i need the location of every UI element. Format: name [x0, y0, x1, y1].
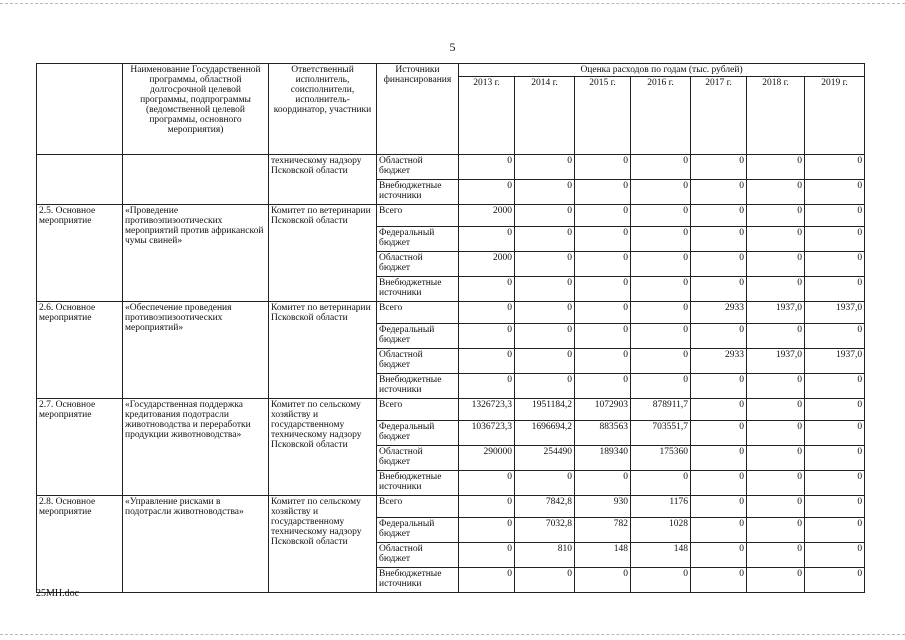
header-year: 2019 г.: [805, 77, 865, 155]
expense-value: 0: [747, 518, 805, 543]
expense-value: 0: [747, 205, 805, 227]
funding-source: Внебюджетные источники: [377, 277, 459, 302]
expense-value: 0: [459, 568, 515, 593]
table-row: [37, 155, 865, 180]
funding-source: Областной бюджет: [377, 252, 459, 277]
expense-value: 0: [575, 205, 631, 227]
expense-value: 0: [631, 302, 691, 324]
expense-value: 148: [575, 543, 631, 568]
expense-value: 0: [515, 205, 575, 227]
funding-source: Всего: [377, 302, 459, 324]
expense-value: 0: [515, 324, 575, 349]
expense-value: 0: [805, 205, 865, 227]
expense-value: 0: [747, 374, 805, 399]
expense-value: 0: [691, 252, 747, 277]
expense-value: 0: [805, 374, 865, 399]
expense-value: 1036723,3: [459, 421, 515, 446]
expense-value: 0: [747, 227, 805, 252]
expense-value: 0: [575, 374, 631, 399]
expense-value: 0: [459, 302, 515, 324]
expense-value: 0: [691, 205, 747, 227]
expense-value: 0: [747, 421, 805, 446]
expense-value: 7842,8: [515, 496, 575, 518]
expense-value: 0: [575, 227, 631, 252]
expense-value: 0: [515, 180, 575, 205]
expense-value: 0: [747, 568, 805, 593]
expense-value: 0: [459, 227, 515, 252]
expense-value: 0: [575, 252, 631, 277]
activity-name: «Проведение противоэпизоотических мероприятий против африканской чумы свиней»: [123, 205, 269, 302]
expense-value: 189340: [575, 446, 631, 471]
expense-value: 0: [747, 277, 805, 302]
responsible-executor: Комитет по сельскому хозяйству и государственному техническому надзору Псковской области: [269, 399, 377, 496]
expense-value: 0: [459, 324, 515, 349]
expense-value: 0: [805, 227, 865, 252]
expense-value: 0: [747, 471, 805, 496]
header-year: 2017 г.: [691, 77, 747, 155]
expense-value: 0: [805, 471, 865, 496]
expense-value: 2000: [459, 252, 515, 277]
expense-value: 0: [691, 518, 747, 543]
table-row: [37, 205, 865, 227]
scan-edge-top: [0, 3, 905, 4]
expense-value: 0: [515, 349, 575, 374]
expense-value: 0: [515, 374, 575, 399]
expense-value: 254490: [515, 446, 575, 471]
expense-value: 0: [459, 374, 515, 399]
table-row: [37, 302, 865, 324]
expense-value: 0: [631, 155, 691, 180]
expense-value: 0: [459, 180, 515, 205]
expense-value: 0: [459, 496, 515, 518]
expense-value: 290000: [459, 446, 515, 471]
expense-value: 0: [575, 324, 631, 349]
funding-source: Всего: [377, 496, 459, 518]
expense-value: 1696694,2: [515, 421, 575, 446]
expense-value: 782: [575, 518, 631, 543]
header-year: 2014 г.: [515, 77, 575, 155]
expense-value: 703551,7: [631, 421, 691, 446]
responsible-executor: Комитет по ветеринарии Псковской области: [269, 302, 377, 399]
expense-value: 1326723,3: [459, 399, 515, 421]
funding-source: Всего: [377, 399, 459, 421]
expense-value: 0: [805, 543, 865, 568]
footer-filename: 25MH.doc: [36, 588, 80, 599]
expense-value: 1937,0: [747, 349, 805, 374]
table-row: [37, 496, 865, 518]
expense-value: 0: [691, 155, 747, 180]
header-responsible: Ответственный исполнитель, соисполнители, исполнитель-координатор, участники: [269, 64, 377, 155]
expense-value: 7032,8: [515, 518, 575, 543]
expense-value: 0: [747, 446, 805, 471]
expense-value: 0: [631, 227, 691, 252]
expense-value: 0: [459, 471, 515, 496]
responsible-executor: техническому надзору Псковской области: [269, 155, 377, 205]
expense-value: 1951184,2: [515, 399, 575, 421]
expense-value: 0: [691, 277, 747, 302]
expenditure-table: [36, 63, 865, 593]
expense-value: 0: [459, 155, 515, 180]
activity-code: [37, 155, 123, 205]
expense-value: 1937,0: [805, 302, 865, 324]
activity-name: «Обеспечение проведения противоэпизоотических мероприятий»: [123, 302, 269, 399]
header-year: 2013 г.: [459, 77, 515, 155]
expense-value: 0: [515, 252, 575, 277]
funding-source: Областной бюджет: [377, 349, 459, 374]
expense-value: 810: [515, 543, 575, 568]
expense-value: 0: [515, 471, 575, 496]
expense-value: 0: [805, 518, 865, 543]
activity-code: 2.6. Основное мероприятие: [37, 302, 123, 399]
expense-value: 0: [691, 180, 747, 205]
funding-source: Внебюджетные источники: [377, 180, 459, 205]
header-row-1: [37, 64, 865, 77]
expense-value: 930: [575, 496, 631, 518]
funding-source: Областной бюджет: [377, 155, 459, 180]
expense-value: 0: [459, 518, 515, 543]
header-sources: Источники финансирования: [377, 64, 459, 155]
header-year: 2015 г.: [575, 77, 631, 155]
funding-source: Федеральный бюджет: [377, 518, 459, 543]
expense-value: 0: [691, 227, 747, 252]
expense-value: 0: [631, 180, 691, 205]
responsible-executor: Комитет по сельскому хозяйству и государственному техническому надзору Псковской области: [269, 496, 377, 593]
funding-source: Внебюджетные источники: [377, 374, 459, 399]
expense-value: 0: [515, 568, 575, 593]
expense-value: 0: [575, 277, 631, 302]
activity-code: 2.8. Основное мероприятие: [37, 496, 123, 593]
expense-value: 0: [805, 446, 865, 471]
expense-value: 0: [691, 543, 747, 568]
expense-value: 0: [575, 155, 631, 180]
expense-value: 0: [575, 302, 631, 324]
expense-value: 0: [747, 180, 805, 205]
expense-value: 0: [575, 471, 631, 496]
expense-value: 1028: [631, 518, 691, 543]
expense-value: 0: [459, 277, 515, 302]
expense-value: 175360: [631, 446, 691, 471]
expense-value: 0: [747, 155, 805, 180]
header-year: 2018 г.: [747, 77, 805, 155]
expense-value: 0: [805, 496, 865, 518]
expense-value: 0: [459, 543, 515, 568]
expense-value: 148: [631, 543, 691, 568]
expense-value: 883563: [575, 421, 631, 446]
responsible-executor: Комитет по ветеринарии Псковской области: [269, 205, 377, 302]
expense-value: 0: [575, 568, 631, 593]
expense-value: 0: [691, 421, 747, 446]
activity-name: «Управление рисками в подотрасли животноводства»: [123, 496, 269, 593]
page-number: 5: [449, 40, 456, 54]
expense-value: 1937,0: [747, 302, 805, 324]
expense-value: 0: [691, 374, 747, 399]
expense-value: 0: [747, 252, 805, 277]
funding-source: Всего: [377, 205, 459, 227]
funding-source: Федеральный бюджет: [377, 324, 459, 349]
expense-value: 0: [805, 252, 865, 277]
expense-value: 0: [631, 277, 691, 302]
expense-value: 0: [805, 568, 865, 593]
expense-value: 0: [515, 227, 575, 252]
funding-source: Внебюджетные источники: [377, 471, 459, 496]
expense-value: 0: [747, 496, 805, 518]
expense-value: 0: [515, 155, 575, 180]
funding-source: Федеральный бюджет: [377, 421, 459, 446]
expense-value: 0: [691, 399, 747, 421]
expense-value: 0: [515, 277, 575, 302]
expense-value: 0: [691, 324, 747, 349]
expense-value: 1176: [631, 496, 691, 518]
expense-value: 0: [691, 568, 747, 593]
expense-value: 0: [805, 155, 865, 180]
funding-source: Внебюджетные источники: [377, 568, 459, 593]
expense-value: 0: [691, 446, 747, 471]
expense-value: 0: [631, 252, 691, 277]
expense-value: 0: [691, 496, 747, 518]
funding-source: Областной бюджет: [377, 543, 459, 568]
expense-value: 878911,7: [631, 399, 691, 421]
scan-edge-bottom: [0, 634, 905, 635]
expense-value: 2933: [691, 349, 747, 374]
activity-code: 2.7. Основное мероприятие: [37, 399, 123, 496]
expense-value: 0: [575, 349, 631, 374]
expense-value: 0: [805, 324, 865, 349]
activity-code: 2.5. Основное мероприятие: [37, 205, 123, 302]
expense-value: 0: [805, 277, 865, 302]
expense-value: 0: [459, 349, 515, 374]
expense-value: 0: [631, 374, 691, 399]
header-year: 2016 г.: [631, 77, 691, 155]
header-program-name: Наименование Государственной программы, областной долгосрочной целевой программы, подпрограммы (ведомственной целевой программы, основного мероприятия): [123, 64, 269, 155]
header-estimate: Оценка расходов по годам (тыс. рублей): [459, 64, 865, 77]
expense-value: 0: [631, 205, 691, 227]
expense-value: 0: [575, 180, 631, 205]
expense-value: 0: [805, 421, 865, 446]
expense-value: 1937,0: [805, 349, 865, 374]
expense-value: 0: [747, 543, 805, 568]
expense-value: 0: [691, 471, 747, 496]
expense-value: 0: [631, 471, 691, 496]
funding-source: Областной бюджет: [377, 446, 459, 471]
expense-value: 2933: [691, 302, 747, 324]
table-row: [37, 399, 865, 421]
expense-value: 0: [631, 568, 691, 593]
expense-value: 0: [515, 302, 575, 324]
expense-value: 0: [805, 180, 865, 205]
expense-value: 2000: [459, 205, 515, 227]
funding-source: Федеральный бюджет: [377, 227, 459, 252]
expense-value: 0: [747, 324, 805, 349]
expense-value: 1072903: [575, 399, 631, 421]
expense-value: 0: [805, 399, 865, 421]
activity-name: [123, 155, 269, 205]
expense-value: 0: [631, 324, 691, 349]
table-body: [37, 155, 865, 593]
expense-value: 0: [631, 349, 691, 374]
expense-value: 0: [747, 399, 805, 421]
header-code: [37, 64, 123, 155]
activity-name: «Государственная поддержка кредитования подотрасли животноводства и переработки продукции животноводства»: [123, 399, 269, 496]
